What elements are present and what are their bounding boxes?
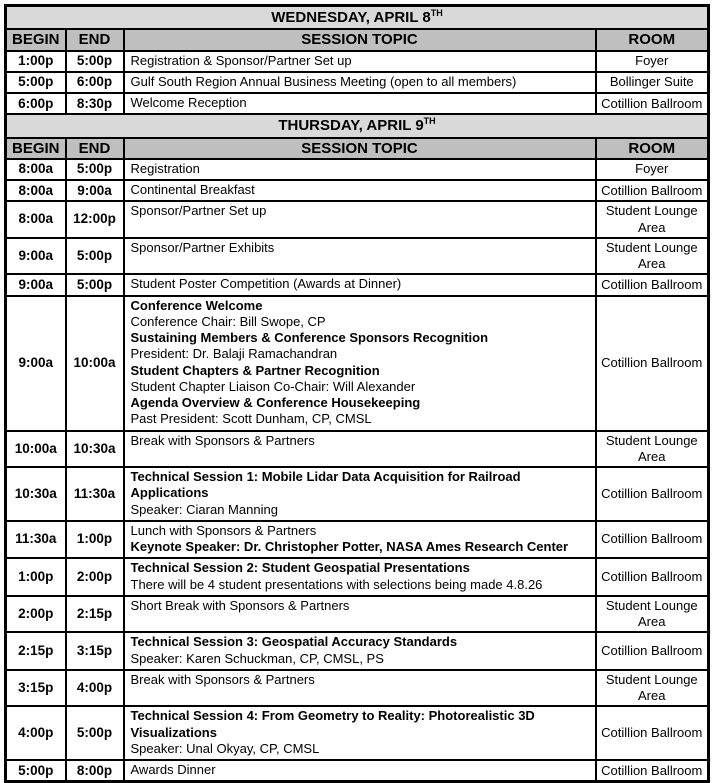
room: Student Lounge Area bbox=[596, 670, 709, 707]
column-header-begin: BEGIN bbox=[6, 138, 66, 159]
room: Foyer bbox=[596, 51, 709, 72]
end-time: 2:15p bbox=[66, 596, 124, 633]
column-header-row bbox=[6, 138, 709, 159]
topic-detail-line: There will be 4 student presentations with selections being made 4.8.26 bbox=[130, 576, 543, 592]
session-topic bbox=[124, 180, 596, 201]
room: Cotillion Ballroom bbox=[596, 467, 709, 521]
end-time: 10:30a bbox=[66, 431, 124, 468]
session-topic bbox=[124, 467, 596, 521]
topic-detail-line: Sponsor/Partner Exhibits bbox=[130, 239, 275, 255]
day-header-row bbox=[6, 6, 709, 30]
day-header-row bbox=[6, 114, 709, 137]
begin-time: 5:00p bbox=[6, 760, 66, 782]
session-row bbox=[6, 670, 709, 707]
room: Cotillion Ballroom bbox=[596, 558, 709, 596]
end-time: 8:30p bbox=[66, 93, 124, 114]
schedule-table-body bbox=[6, 6, 709, 782]
room: Cotillion Ballroom bbox=[596, 521, 709, 559]
session-row bbox=[6, 274, 709, 295]
session-topic bbox=[124, 596, 596, 633]
room: Student Lounge Area bbox=[596, 596, 709, 633]
end-time: 6:00p bbox=[66, 72, 124, 93]
topic-detail-line: Lunch with Sponsors & Partners bbox=[130, 522, 317, 538]
end-time: 3:15p bbox=[66, 632, 124, 670]
day-title-ordinal: TH bbox=[430, 8, 443, 18]
room: Cotillion Ballroom bbox=[596, 93, 709, 114]
column-header-end: END bbox=[66, 29, 124, 50]
day-title-text: WEDNESDAY, APRIL 8 bbox=[271, 9, 431, 26]
topic-detail-line: Speaker: Unal Okyay, CP, CMSL bbox=[130, 740, 320, 756]
begin-time: 5:00p bbox=[6, 72, 66, 93]
begin-time: 9:00a bbox=[6, 274, 66, 295]
topic-title-line: Agenda Overview & Conference Housekeeping bbox=[130, 395, 421, 410]
session-topic bbox=[124, 558, 596, 596]
session-topic bbox=[124, 72, 596, 93]
topic-detail-line: Speaker: Karen Schuckman, CP, CMSL, PS bbox=[130, 650, 384, 666]
topic-title-line: Technical Session 3: Geospatial Accuracy Standards bbox=[130, 634, 458, 650]
topic-detail-line: Welcome Reception bbox=[130, 95, 247, 110]
end-time: 10:00a bbox=[66, 296, 124, 431]
room: Student Lounge Area bbox=[596, 238, 709, 275]
topic-detail-line: Student Poster Competition (Awards at Dinner) bbox=[130, 276, 402, 292]
end-time: 1:00p bbox=[66, 521, 124, 559]
begin-time: 1:00p bbox=[6, 51, 66, 72]
begin-time: 3:15p bbox=[6, 670, 66, 707]
session-row bbox=[6, 558, 709, 596]
end-time: 4:00p bbox=[66, 670, 124, 707]
topic-detail-line: Sponsor/Partner Set up bbox=[130, 203, 267, 219]
room: Student Lounge Area bbox=[596, 431, 709, 468]
session-topic bbox=[124, 93, 596, 114]
session-row bbox=[6, 632, 709, 670]
begin-time: 2:00p bbox=[6, 596, 66, 633]
session-topic bbox=[124, 521, 596, 559]
topic-title-line: Student Chapters & Partner Recognition bbox=[130, 362, 380, 378]
end-time: 5:00p bbox=[66, 706, 124, 760]
day-title-ordinal: TH bbox=[423, 116, 436, 127]
day-title bbox=[6, 114, 709, 137]
begin-time: 11:30a bbox=[6, 521, 66, 559]
end-time: 5:00p bbox=[66, 274, 124, 295]
session-topic bbox=[124, 201, 596, 238]
topic-detail-line: Awards Dinner bbox=[130, 762, 216, 777]
topic-detail-line: Past President: Scott Dunham, CP, CMSL bbox=[130, 411, 372, 427]
begin-time: 8:00a bbox=[6, 180, 66, 201]
begin-time: 6:00p bbox=[6, 93, 66, 114]
column-header-room: ROOM bbox=[596, 138, 709, 159]
topic-title-line: Technical Session 1: Mobile Lidar Data Acquisition for Railroad Applications bbox=[130, 469, 521, 501]
session-row bbox=[6, 180, 709, 201]
end-time: 5:00p bbox=[66, 159, 124, 180]
begin-time: 1:00p bbox=[6, 558, 66, 596]
topic-title-line: Conference Welcome bbox=[130, 297, 263, 313]
room: Cotillion Ballroom bbox=[596, 760, 709, 782]
begin-time: 8:00a bbox=[6, 201, 66, 238]
topic-detail-line: Conference Chair: Bill Swope, CP bbox=[130, 313, 326, 329]
topic-detail-line: Student Chapter Liaison Co-Chair: Will Alexander bbox=[130, 378, 416, 394]
topic-detail-line: Gulf South Region Annual Business Meeting (open to all members) bbox=[130, 73, 517, 89]
session-row bbox=[6, 238, 709, 275]
room: Cotillion Ballroom bbox=[596, 274, 709, 295]
room: Cotillion Ballroom bbox=[596, 296, 709, 431]
end-time: 11:30a bbox=[66, 467, 124, 521]
begin-time: 10:00a bbox=[6, 431, 66, 468]
topic-title-line: Technical Session 2: Student Geospatial Presentations bbox=[130, 560, 470, 576]
session-topic bbox=[124, 238, 596, 275]
room: Cotillion Ballroom bbox=[596, 632, 709, 670]
session-topic bbox=[124, 760, 596, 782]
begin-time: 8:00a bbox=[6, 159, 66, 180]
session-row bbox=[6, 521, 709, 559]
session-row bbox=[6, 159, 709, 180]
session-row bbox=[6, 72, 709, 93]
topic-title-line: Sustaining Members & Conference Sponsors Recognition bbox=[130, 330, 489, 345]
session-row bbox=[6, 201, 709, 238]
session-topic bbox=[124, 706, 596, 760]
topic-detail-line: Short Break with Sponsors & Partners bbox=[130, 597, 350, 613]
room: Bollinger Suite bbox=[596, 72, 709, 93]
session-row bbox=[6, 431, 709, 468]
topic-title-line: Technical Session 4: From Geometry to Reality: Photorealistic 3D Visualizations bbox=[130, 708, 535, 740]
end-time: 9:00a bbox=[66, 180, 124, 201]
end-time: 5:00p bbox=[66, 51, 124, 72]
room: Cotillion Ballroom bbox=[596, 706, 709, 760]
topic-detail-line: Speaker: Ciaran Manning bbox=[130, 501, 278, 517]
end-time: 5:00p bbox=[66, 238, 124, 275]
schedule-table bbox=[4, 4, 710, 783]
session-row bbox=[6, 467, 709, 521]
begin-time: 9:00a bbox=[6, 238, 66, 275]
begin-time: 2:15p bbox=[6, 632, 66, 670]
session-row bbox=[6, 706, 709, 760]
session-topic bbox=[124, 51, 596, 72]
topic-detail-line: Registration & Sponsor/Partner Set up bbox=[130, 52, 352, 68]
day-title bbox=[6, 6, 709, 30]
session-topic bbox=[124, 632, 596, 670]
room: Student Lounge Area bbox=[596, 201, 709, 238]
begin-time: 4:00p bbox=[6, 706, 66, 760]
column-header-end: END bbox=[66, 138, 124, 159]
session-row bbox=[6, 596, 709, 633]
session-row bbox=[6, 760, 709, 782]
topic-detail-line: Break with Sponsors & Partners bbox=[130, 432, 315, 448]
topic-detail-line: Continental Breakfast bbox=[130, 182, 255, 197]
session-topic bbox=[124, 159, 596, 180]
session-row bbox=[6, 93, 709, 114]
topic-detail-line: Break with Sponsors & Partners bbox=[130, 671, 315, 687]
session-row bbox=[6, 51, 709, 72]
topic-detail-line: President: Dr. Balaji Ramachandran bbox=[130, 346, 338, 362]
begin-time: 10:30a bbox=[6, 467, 66, 521]
room: Cotillion Ballroom bbox=[596, 180, 709, 201]
room: Foyer bbox=[596, 159, 709, 180]
day-title-text: THURSDAY, APRIL 9 bbox=[278, 117, 424, 135]
session-topic bbox=[124, 431, 596, 468]
end-time: 8:00p bbox=[66, 760, 124, 782]
begin-time: 9:00a bbox=[6, 296, 66, 431]
column-header-row bbox=[6, 29, 709, 50]
session-topic bbox=[124, 296, 596, 431]
column-header-room: ROOM bbox=[596, 29, 709, 50]
session-row bbox=[6, 296, 709, 431]
session-topic bbox=[124, 274, 596, 295]
column-header-begin: BEGIN bbox=[6, 29, 66, 50]
topic-detail-line: Registration bbox=[130, 160, 200, 176]
column-header-session-topic: SESSION TOPIC bbox=[124, 29, 596, 50]
end-time: 2:00p bbox=[66, 558, 124, 596]
topic-title-line: Keynote Speaker: Dr. Christopher Potter, NASA Ames Research Center bbox=[130, 539, 569, 554]
session-topic bbox=[124, 670, 596, 707]
end-time: 12:00p bbox=[66, 201, 124, 238]
column-header-session-topic: SESSION TOPIC bbox=[124, 138, 596, 159]
